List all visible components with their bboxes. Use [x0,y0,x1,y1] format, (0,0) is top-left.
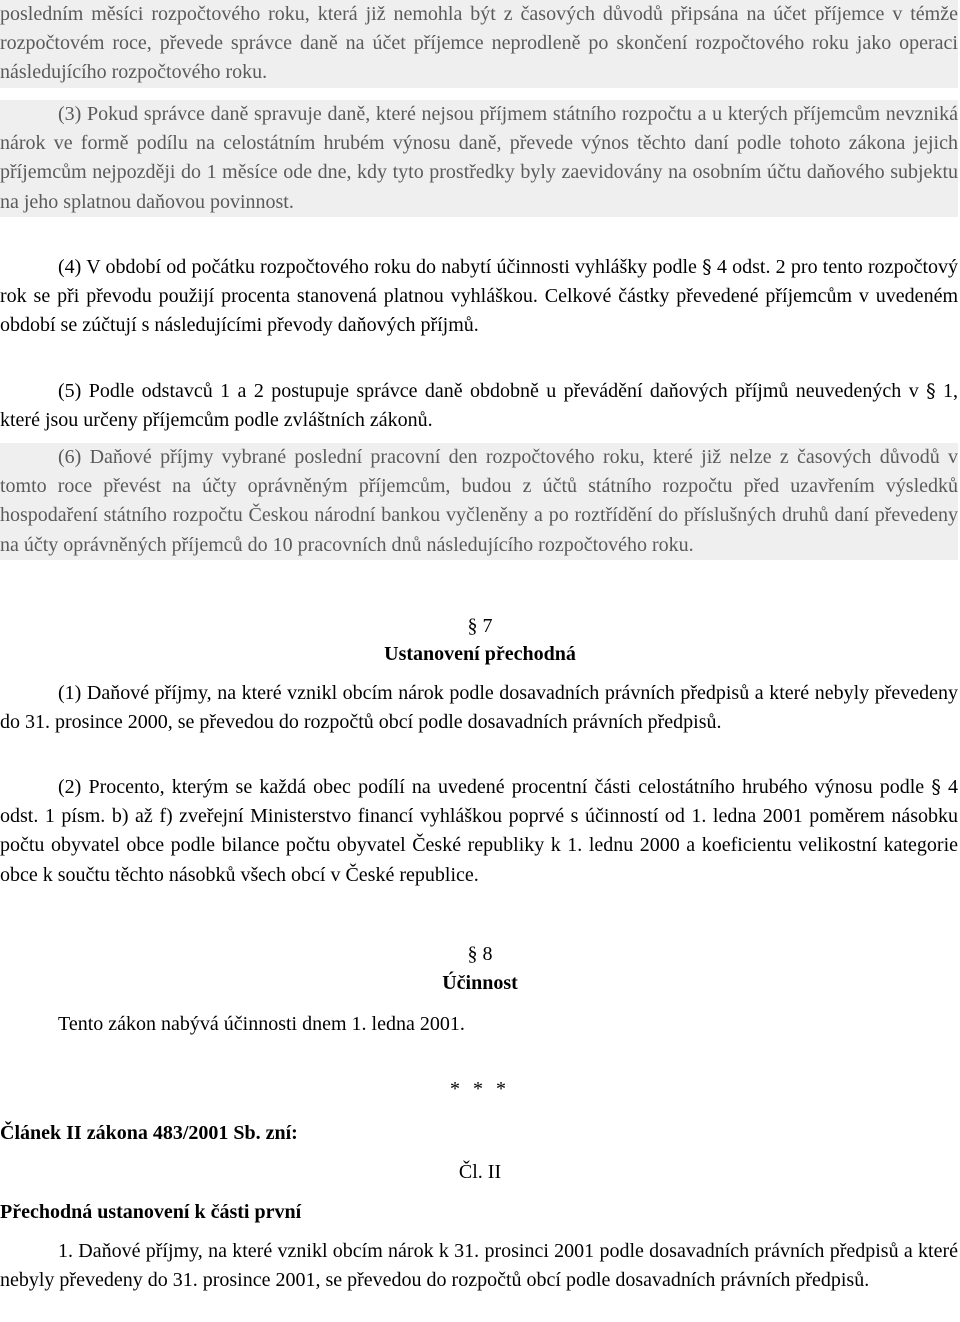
final-paragraph: 1. Daňové příjmy, na které vznikl obcím nárok k 31. prosinci 2001 podle dosavadních právních předpisů a které nebyly převedeny do 31. prosince 2001, se převedou do rozpočtů obcí podle dosavadních právních předpisů. [0,1240,958,1292]
section-7-paragraph-2-text-b: 4 odst. 1 písm. b) až f) zveřejní Ministerstvo financí vyhláškou poprvé s účinností od 1. ledna 2001 poměrem násobku počtu obyvatel obce podle bilance počtu obyvatel České republiky k 1. lednu 2000 a koeficientu velikostní kategorie obce k součtu těchto násobků všech obcí v České republice. [0,776,959,886]
section-7-paragraph-1: (1) Daňové příjmy, na které vznikl obcím nárok podle dosavadních právních předpisů a které nebyly převedeny do 31. prosince 2000, se převedou do rozpočtů obcí podle dosavadních právních předpisů. [0,682,958,734]
section-7-title: Ustanovení přechodná [384,643,576,665]
paragraph-5-text-b: 1, které jsou určeny příjemcům podle zvláštních zákonů. [0,380,959,432]
paragraph-5-block [0,377,958,435]
paragraph-6: (6) Daňové příjmy vybrané poslední pracovní den rozpočtového roku, které již nelze z časových důvodů v tomto roce převést na účty oprávněným příjemcům, budou z účtů státního rozpočtu před uzavřením výsledků hospodaření státního rozpočtu Českou národní bankou vyčleněny a po roztřídění do příslušných druhů daní převedeny na účty oprávněných příjemců do 10 pracovních dnů následujícího rozpočtového roku. [0,443,958,560]
section-symbol: § [926,380,936,402]
section-7-paragraph-2-text-a: (2) Procento, kterým se každá obec podílí na uvedené procentní části celostátního hrubého výnosu podle [58,776,932,798]
section-7-paragraph-2-block [0,773,958,890]
transitional-heading: Přechodná ustanovení k části první [0,1201,302,1223]
paragraph-6-block [0,443,958,560]
paragraph-4 [0,253,958,341]
section-symbol: § [931,776,941,798]
paragraph-5-text-a: (5) Podle odstavců 1 a 2 postupuje správce daně obdobně u převádění daňových příjmů neuvedených v [58,380,927,402]
paragraph-5 [0,377,958,435]
section-8-title: Účinnost [442,972,518,994]
top-paragraph: posledním měsíci rozpočtového roku, která již nemohla být z časových důvodů připsána na účet příjemce v témže rozpočtovém roce, převede správce daně na účet příjemce neprodleně po skončení rozpočtového roku jako operaci následujícího rozpočtového roku. [0,0,958,88]
paragraph-4-text-b: 4 odst. 2 pro tento rozpočtový rok se při převodu použijí procenta stanovená platnou vyhláškou. Celkové částky převedené příjemcům v uvedeném období se zúčtují s následujícími převody daňových příjmů. [0,256,958,337]
section-7-paragraph-2 [0,773,958,890]
section-8-number: § 8 [467,943,493,965]
paragraph-4-text-a: (4) V období od počátku rozpočtového roku do nabytí účinnosti vyhlášky podle [58,256,703,278]
section-7-paragraph-1-block [0,679,958,737]
paragraph-3: (3) Pokud správce daně spravuje daně, které nejsou příjmem státního rozpočtu a u kterých příjemcům nevzniká nárok ve formě podílu na celostátním hrubém výnosu daně, převede výnos těchto daní podle tohoto zákona jejich příjemcům nejpozději do 1 měsíce ode dne, kdy tyto prostředky byly zaevidovány na osobním účtu daňového subjektu na jeho splatnou daňovou povinnost. [0,100,958,217]
section-symbol: § [702,256,712,278]
paragraph-3-block [0,100,958,217]
top-paragraph-block [0,0,958,88]
article-label: Čl. II [458,1161,502,1183]
section-8-text: Tento zákon nabývá účinnosti dnem 1. ledna 2001. [58,1013,465,1035]
section-7-number: § 7 [467,615,493,637]
paragraph-4-block [0,253,958,341]
separator-stars: * * * [450,1078,510,1100]
final-paragraph-block [0,1237,958,1295]
article-heading: Článek II zákona 483/2001 Sb. zní: [0,1122,298,1144]
